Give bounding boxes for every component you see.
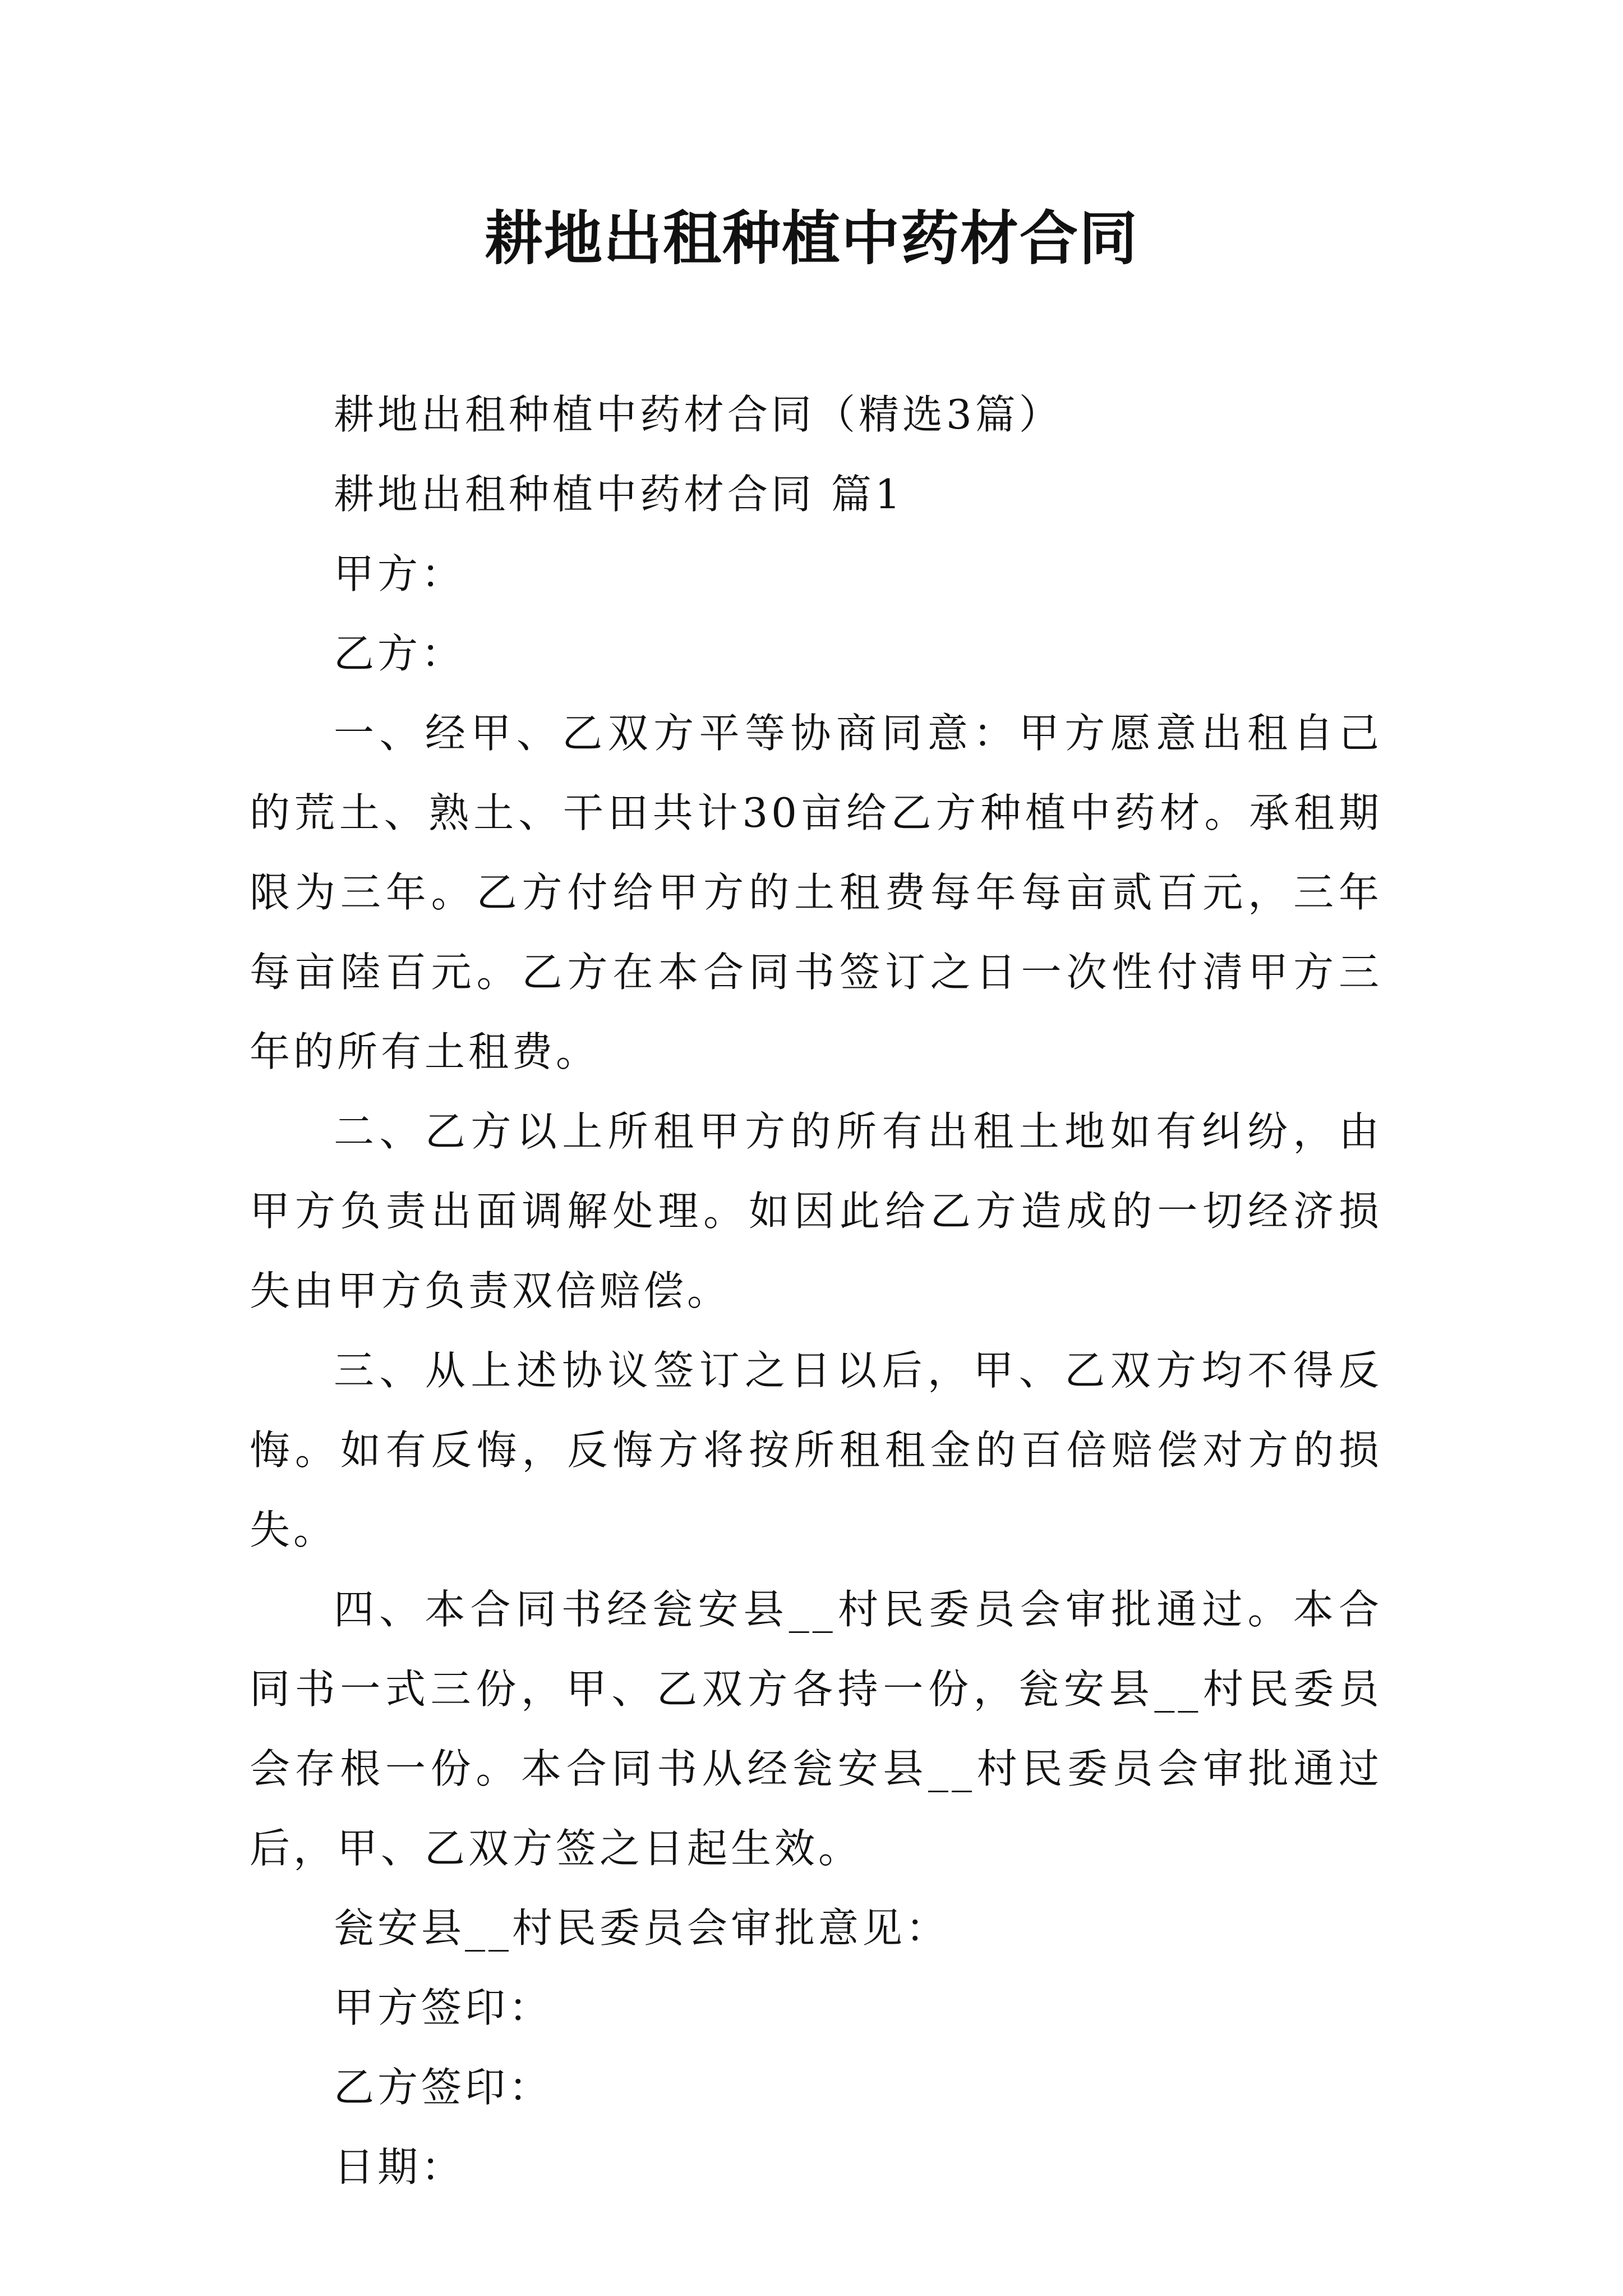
document-body (250, 375, 1382, 2207)
clause-2: 二、乙方以上所租甲方的所有出租土地如有纠纷，由甲方负责出面调解处理。如因此给乙方造成的一切经济损失由甲方负责双倍赔偿。 (250, 1108, 1382, 1314)
party-a-label: 甲方： (334, 550, 465, 597)
date-label: 日期： (334, 2143, 465, 2191)
clause-1: 一、经甲、乙双方平等协商同意：甲方愿意出租自己的荒土、熟土、干田共计30亩给乙方种植中药材。承租期限为三年。乙方付给甲方的土租费每年每亩贰百元，三年每亩陸百元。乙方在本合同书签订之日一次性付清甲方三年的所有土租费。 (250, 710, 1382, 1075)
committee-approval-label: 瓮安县__村民委员会审批意见： (334, 1904, 950, 1952)
party-b-signature-label: 乙方签印： (334, 2064, 553, 2111)
document-title: 耕地出租种植中药材合同 (484, 204, 1138, 273)
clause-3: 三、从上述协议签订之日以后，甲、乙双方均不得反悔。如有反悔，反悔方将按所租租金的百倍赔偿对方的损失。 (250, 1347, 1382, 1553)
clause-4: 四、本合同书经瓮安县__村民委员会审批通过。本合同书一式三份，甲、乙双方各持一份，瓮安县__村民委员会存根一份。本合同书从经瓮安县__村民委员会审批通过后，甲、乙双方签之日起生效。 (250, 1586, 1382, 1872)
subtitle-collection: 耕地出租种植中药材合同（精选3篇） (334, 391, 1063, 438)
subtitle-part-1: 耕地出租种植中药材合同 篇1 (334, 471, 904, 518)
party-a-signature-label: 甲方签印： (334, 1984, 553, 2031)
party-b-label: 乙方： (334, 630, 465, 677)
